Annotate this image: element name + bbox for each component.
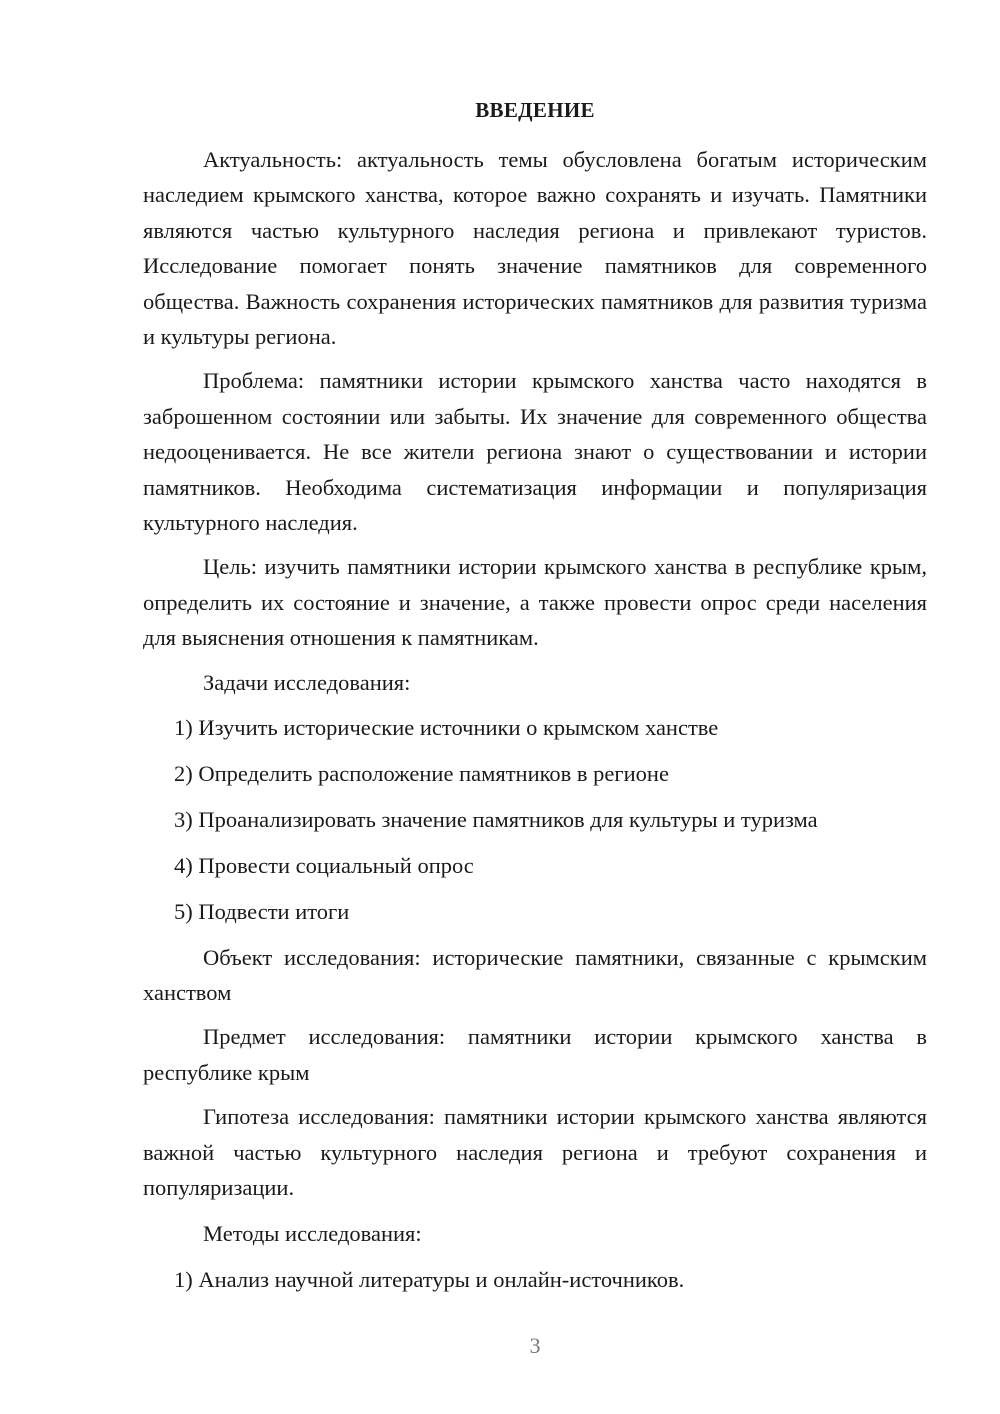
list-item: 5) Подвести итоги xyxy=(174,898,350,924)
tasks-list xyxy=(143,710,927,929)
page-number: 3 xyxy=(529,1333,541,1358)
paragraph-relevance: Актуальность: актуальность темы обусловлена богатым историческим наследием крымского ханства, которое важно сохранять и изучать. Памятники являются частью культурного наследия региона и привлекают туристов. Исследование помогает понять значение памятников для современного общества. Важность сохранения исторических памятников для развития туризма и культуры региона. xyxy=(143,147,927,350)
list-item: 1) Изучить исторические источники о крымском ханстве xyxy=(174,715,719,741)
document-body xyxy=(143,142,927,1308)
document-title: ВВЕДЕНИЕ xyxy=(475,98,595,122)
methods-list xyxy=(143,1262,927,1297)
paragraph-subject: Предмет исследования: памятники истории крымского ханства в республике крым xyxy=(143,1024,927,1085)
methods-heading: Методы исследования: xyxy=(203,1221,422,1247)
paragraph-object: Объект исследования: исторические памятники, связанные с крымским ханством xyxy=(143,944,927,1006)
list-item: 2) Определить расположение памятников в регионе xyxy=(174,761,669,786)
paragraph-problem: Проблема: памятники истории крымского ханства часто находятся в заброшенном состоянии или забыты. Их значение для современного общества недооценивается. Не все жители региона знают о существовании и истории памятников. Необходима систематизация информации и популяризация культурного наследия. xyxy=(143,368,927,536)
tasks-heading: Задачи исследования: xyxy=(203,669,411,695)
list-item: 3) Проанализировать значение памятников для культуры и туризма xyxy=(174,806,818,832)
list-item: 4) Провести социальный опрос xyxy=(174,852,474,878)
document-page xyxy=(143,0,927,1414)
list-item: 1) Анализ научной литературы и онлайн-источников. xyxy=(174,1266,685,1292)
paragraph-hypothesis: Гипотеза исследования: памятники истории крымского ханства являются важной частью культурного наследия региона и требуют сохранения и популяризации. xyxy=(143,1104,927,1201)
paragraph-goal: Цель: изучить памятники истории крымского ханства в республике крым, определить их состояние и значение, а также провести опрос среди населения для выяснения отношения к памятникам. xyxy=(143,554,927,651)
